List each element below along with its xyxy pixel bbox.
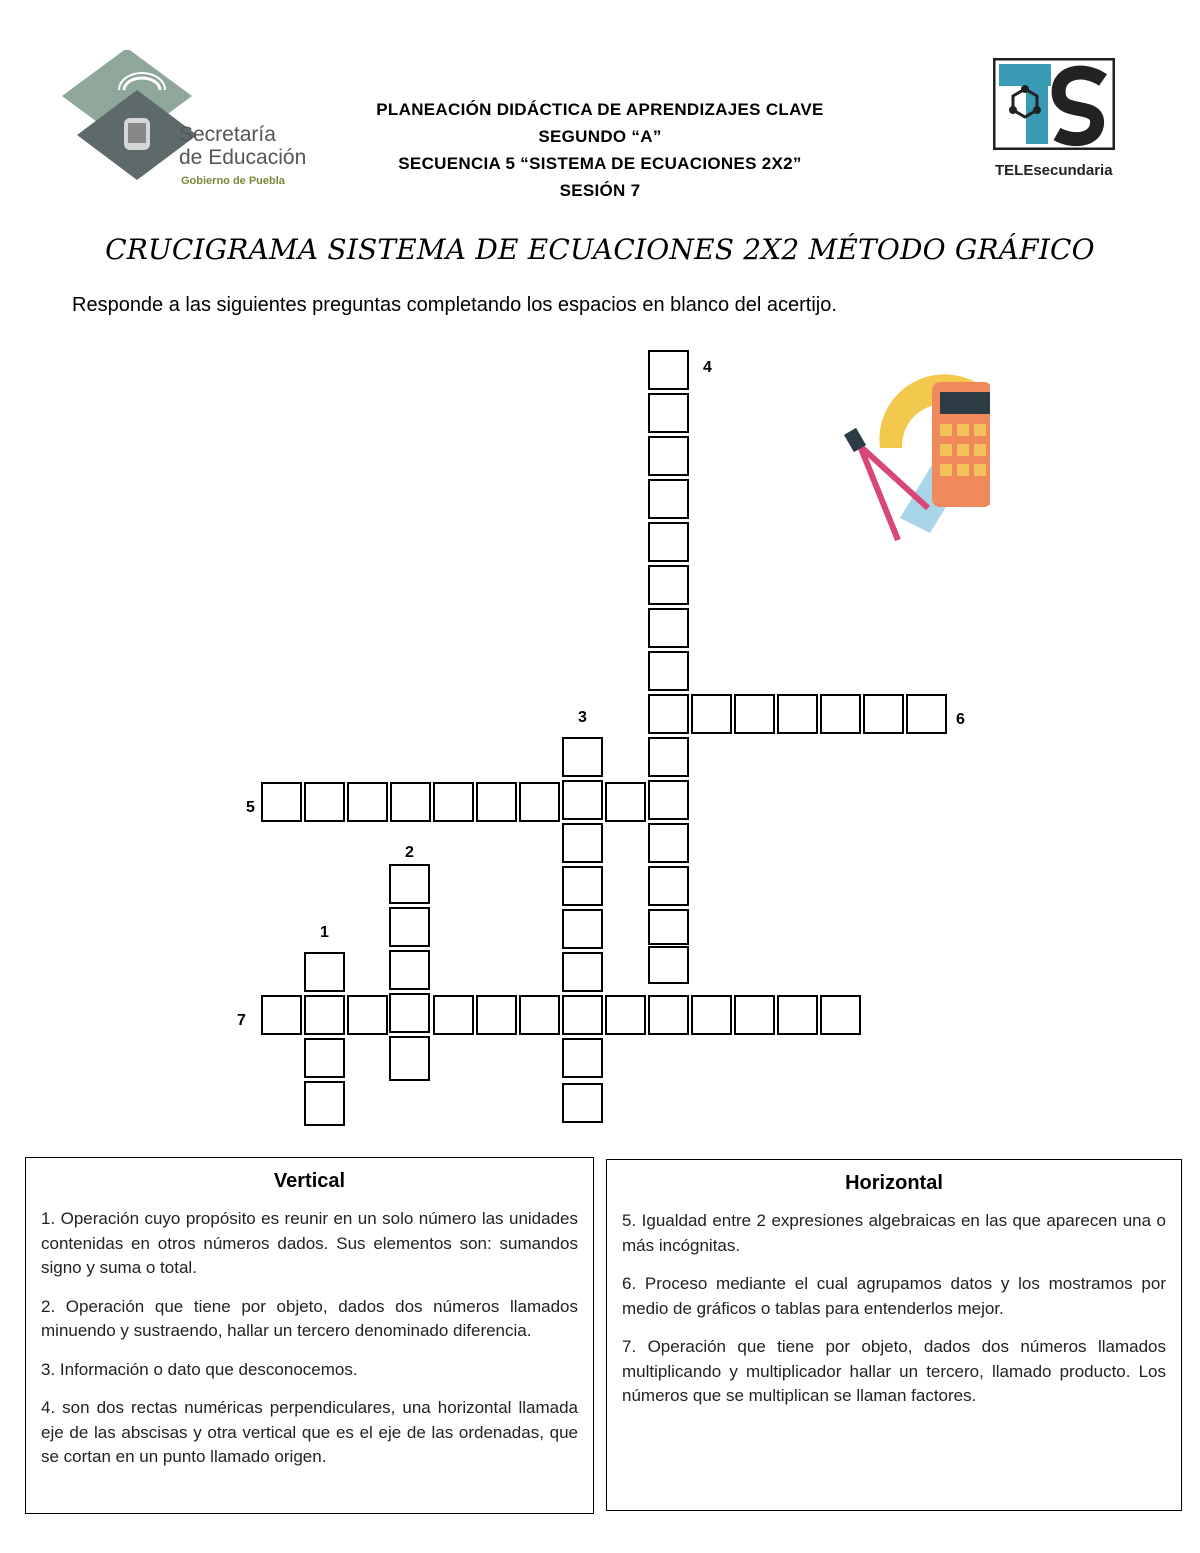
cell-2-3[interactable] [389, 950, 430, 990]
cell-4-3[interactable] [648, 436, 689, 476]
cell-7-10[interactable] [648, 995, 689, 1035]
vertical-clue-1: 1. Operación cuyo propósito es reunir en un solo número las unidades contenidas en otros números dados. Sus elementos son: sumandos signo y suma o total. [41, 1209, 578, 1277]
clue-number-4: 4 [703, 359, 712, 376]
clue-number-7: 7 [237, 1012, 246, 1029]
cell-3-6[interactable] [562, 952, 603, 992]
clue-number-6: 6 [956, 711, 965, 728]
cell-4-2[interactable] [648, 393, 689, 433]
cell-3-9[interactable] [562, 1083, 603, 1123]
cell-6-5[interactable] [820, 694, 861, 734]
cell-3-1[interactable] [562, 737, 603, 777]
cell-5-2[interactable] [304, 782, 345, 822]
vertical-heading: Vertical [273, 1170, 346, 1192]
cell-4-4[interactable] [648, 479, 689, 519]
cell-3-2[interactable] [562, 780, 603, 820]
header-line-2: SEGUNDO “A” [538, 127, 662, 146]
cell-1-1[interactable] [304, 952, 345, 992]
cell-6-7[interactable] [906, 694, 947, 734]
horizontal-clue-7: 7. Operación que tiene por objeto, dados dos números llamados multiplicando y multiplicador hallar un tercero, llamado producto. Los números que se multiplican se llaman factores. [622, 1337, 1166, 1405]
cell-1-3[interactable] [304, 1038, 345, 1078]
header-line-3: SECUENCIA 5 “SISTEMA DE ECUACIONES 2X2” [398, 154, 802, 173]
cell-2-1[interactable] [389, 864, 430, 904]
horizontal-clues-box [606, 1159, 1182, 1511]
cell-2-5[interactable] [389, 1036, 430, 1081]
cell-6-3[interactable] [734, 694, 775, 734]
clue-number-5: 5 [246, 799, 255, 816]
cell-4-10[interactable] [648, 737, 689, 777]
header-line-4: SESIÓN 7 [559, 181, 641, 200]
vertical-clue-2: 2. Operación que tiene por objeto, dados dos números llamados minuendo y sustraendo, hallar un tercero denominado diferencia. [41, 1296, 578, 1340]
cell-3-3[interactable] [562, 823, 603, 863]
cell-1-2[interactable] [304, 995, 345, 1035]
cell-7-6[interactable] [476, 995, 517, 1035]
cell-5-6[interactable] [476, 782, 517, 822]
cell-2-4[interactable] [389, 993, 430, 1033]
cell-7-1[interactable] [261, 995, 302, 1035]
cell-5-9[interactable] [605, 782, 646, 822]
cell-4-13[interactable] [648, 866, 689, 906]
horizontal-clue-5: 5. Igualdad entre 2 expresiones algebraicas en las que aparecen una o más incógnitas. [622, 1211, 1166, 1255]
cell-4-12[interactable] [648, 823, 689, 863]
cell-3-5[interactable] [562, 909, 603, 949]
cell-4-6[interactable] [648, 565, 689, 605]
cell-6-4[interactable] [777, 694, 818, 734]
vertical-clues-box [25, 1157, 594, 1514]
cell-4-1[interactable] [648, 350, 689, 390]
clue-number-2: 2 [405, 844, 414, 861]
clue-number-1: 1 [320, 924, 329, 941]
cell-7-9[interactable] [605, 995, 646, 1035]
logo-line2: de Educación [179, 146, 307, 169]
cell-7-14[interactable] [820, 995, 861, 1035]
cell-4-7[interactable] [648, 608, 689, 648]
ts-label: TELEsecundaria [995, 162, 1113, 179]
cell-7-7[interactable] [519, 995, 560, 1035]
cell-5-5[interactable] [433, 782, 474, 822]
cell-5-1[interactable] [261, 782, 302, 822]
cell-5-3[interactable] [347, 782, 388, 822]
cell-7-12[interactable] [734, 995, 775, 1035]
cell-7-3[interactable] [347, 995, 388, 1035]
cell-4-8[interactable] [648, 651, 689, 691]
cell-3-4[interactable] [562, 866, 603, 906]
page-title: CRUCIGRAMA SISTEMA DE ECUACIONES 2X2 MÉTODO GRÁFICO [105, 233, 1095, 266]
header-line-1: PLANEACIÓN DIDÁCTICA DE APRENDIZAJES CLAVE [376, 100, 824, 119]
cell-3-8[interactable] [562, 1038, 603, 1078]
cell-5-7[interactable] [519, 782, 560, 822]
cell-6-2[interactable] [691, 694, 732, 734]
horizontal-heading: Horizontal [845, 1172, 943, 1194]
cell-5-4[interactable] [390, 782, 431, 822]
cell-4-15[interactable] [648, 946, 689, 984]
cell-4-11[interactable] [648, 780, 689, 820]
vertical-clue-4: 4. son dos rectas numéricas perpendiculares, una horizontal llamada eje de las abscisas y otra vertical que es el eje de las ordenadas, que se cortan en un punto llamado origen. [41, 1398, 578, 1466]
cell-1-4[interactable] [304, 1081, 345, 1126]
cell-2-2[interactable] [389, 907, 430, 947]
instructions: Responde a las siguientes preguntas completando los espacios en blanco del acertijo. [72, 294, 837, 316]
cell-4-9[interactable] [648, 694, 689, 734]
clue-number-3: 3 [578, 709, 587, 726]
cell-4-14[interactable] [648, 909, 689, 945]
horizontal-clue-6: 6. Proceso mediante el cual agrupamos datos y los mostramos por medio de gráficos o tablas para entenderlos mejor. [622, 1274, 1166, 1318]
cell-3-7[interactable] [562, 995, 603, 1035]
cell-4-5[interactable] [648, 522, 689, 562]
logo-line1: Secretaría [179, 123, 276, 146]
logo-line3: Gobierno de Puebla [181, 175, 285, 187]
cell-7-13[interactable] [777, 995, 818, 1035]
cell-7-5[interactable] [433, 995, 474, 1035]
vertical-clue-3: 3. Información o dato que desconocemos. [41, 1359, 358, 1379]
cell-7-11[interactable] [691, 995, 732, 1035]
cell-6-6[interactable] [863, 694, 904, 734]
